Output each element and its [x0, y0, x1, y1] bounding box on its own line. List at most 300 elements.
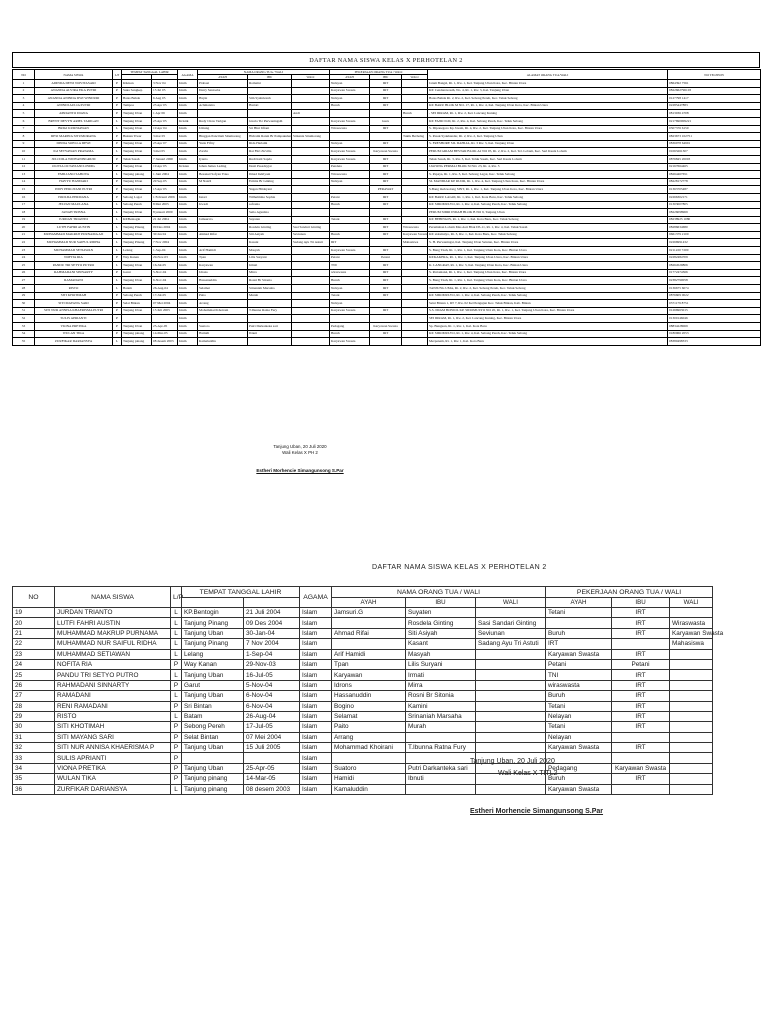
cell-pa: TNI — [330, 262, 370, 270]
cell-pi: IRT — [370, 193, 402, 201]
table-row — [13, 722, 713, 732]
cell-pi: IRT — [370, 163, 402, 171]
col-ayah: AYAH — [198, 75, 248, 80]
cell-tgl: 7 Nov 2004 — [244, 639, 300, 649]
signature-block-2 — [470, 756, 670, 815]
cell-pw — [670, 711, 713, 721]
cell-hp: 02282484709 — [668, 254, 761, 262]
table-row — [13, 133, 761, 141]
cell-pi: IRT — [370, 216, 402, 224]
cell-wali — [476, 701, 546, 711]
cell-hp: 08264467651 — [668, 171, 761, 179]
table-row — [13, 140, 761, 148]
col2-tempat — [182, 598, 244, 608]
table-row — [13, 125, 761, 133]
cell-pi: IRT — [612, 774, 670, 784]
cell-wali — [292, 262, 330, 270]
table-row — [13, 193, 761, 201]
cell-pw — [402, 292, 428, 300]
cell-pw — [670, 784, 713, 794]
cell-hp: 08264529806 — [668, 262, 761, 270]
cell-pi: IRT — [612, 743, 670, 753]
cell-tgl: 23 Apr 05 — [152, 102, 178, 110]
cell-wali — [292, 193, 330, 201]
cell-pi: IRT — [612, 649, 670, 659]
cell-pi: IRT — [370, 307, 402, 315]
table-row — [13, 608, 713, 618]
table-row — [13, 209, 761, 217]
cell-ayah: Arrang — [198, 300, 248, 308]
cell-hp: 08380498333 — [668, 338, 761, 346]
cell-nama: ISRILDA PERMANA — [35, 193, 113, 201]
cell-agama: Islam — [178, 140, 198, 148]
cell-ibu: Rosdela Ginting — [248, 224, 292, 232]
col2-tgl — [244, 598, 300, 608]
cell-pi: IRT — [612, 680, 670, 690]
cell-tempat: Tanjung Uban — [182, 670, 244, 680]
cell-pi: Karyawan Swasta — [370, 148, 402, 156]
cell-tgl: 1-Sep-04 — [244, 649, 300, 659]
col-ttl: TEMPAT TANGGAL LAHIR — [122, 70, 178, 75]
cell-pi: IRT — [370, 95, 402, 103]
cell-lp: P — [113, 140, 122, 148]
cell-pi: Guru — [370, 117, 402, 125]
cell-agama: Islam — [178, 171, 198, 179]
cell-pw — [402, 178, 428, 186]
cell-pw — [402, 285, 428, 293]
cell-agama: Islam — [300, 618, 332, 628]
cell-no: 30 — [13, 722, 55, 732]
cell-tgl: 09 Des 2004 — [244, 618, 300, 628]
cell-nama: RISTO — [35, 285, 113, 293]
cell-tgl: 15 Apr 05 — [152, 186, 178, 194]
cell-tgl: 17-Jul-05 — [244, 722, 300, 732]
cell-no: 32 — [13, 743, 55, 753]
cell-pa: Buruh — [330, 277, 370, 285]
cell-pa: Tetani — [546, 722, 612, 732]
cell-pa — [330, 209, 370, 217]
table-row — [13, 628, 713, 638]
cell-tgl: 16-Jul-05 — [152, 262, 178, 270]
cell-agama: Islam — [178, 95, 198, 103]
cell-agama: Islam — [178, 247, 198, 255]
cell-agama: Islam — [300, 691, 332, 701]
cell-wali — [292, 163, 330, 171]
cell-agama: Islam — [178, 125, 198, 133]
cell-wali: Sasi Sandari Ginting — [292, 224, 330, 232]
cell-ayah: Hassanuddin — [198, 277, 248, 285]
cell-ibu: Srinaniah Marsaha — [248, 285, 292, 293]
cell-lp: P — [113, 163, 122, 171]
col-ibu: IBU — [248, 75, 292, 80]
cell-hp: 0211220 7200 — [668, 247, 761, 255]
cell-agama: Islam — [178, 87, 198, 95]
cell-pi: Petani — [370, 254, 402, 262]
cell-pi: IRT — [370, 247, 402, 255]
cell-no: 15 — [13, 186, 35, 194]
cell-tgl: 19 Apr 04 — [152, 125, 178, 133]
cell-tempat — [182, 753, 244, 763]
cell-wali — [292, 178, 330, 186]
cell-tempat: Tanjung Uban — [122, 323, 152, 331]
cell-nama: DESI MARINA SITUMORANG — [35, 133, 113, 141]
cell-ibu: Kasant — [406, 639, 476, 649]
cell-lp: L — [113, 285, 122, 293]
cell-nama: RAMADANI — [35, 277, 113, 285]
cell-ayah: Tpan — [332, 659, 406, 669]
cell-no: 29 — [13, 711, 55, 721]
cell-tgl: 14-Mar-05 — [152, 330, 178, 338]
cell-tempat: Lelang — [182, 649, 244, 659]
col2-agama: AGAMA — [300, 587, 332, 608]
cell-tempat: Way Kanan — [182, 659, 244, 669]
table-row — [13, 307, 761, 315]
cell-ayah: Jamsuri.G — [332, 608, 406, 618]
cell-wali: Seviunan — [292, 231, 330, 239]
cell-ayah — [198, 110, 248, 118]
cell-pw — [670, 701, 713, 711]
cell-pi — [612, 732, 670, 742]
table-row — [13, 659, 713, 669]
cell-nama: SITI KHOTIMAH — [35, 292, 113, 300]
cell-agama: Islam — [178, 277, 198, 285]
cell-nama: BRYNT DEVYN ARIEL TARIGAN — [35, 117, 113, 125]
cell-wali: Sadang Ayu Tri Astuti — [476, 639, 546, 649]
cell-tempat: Selat Bintan — [122, 300, 152, 308]
cell-pa: Karyawan Swasta — [330, 307, 370, 315]
cell-pa: Pedagang — [546, 763, 612, 773]
cell-ayah: Darry Santoaba — [198, 87, 248, 95]
cell-tgl: 25-Apr-05 — [152, 323, 178, 331]
cell-pa: Petani — [546, 659, 612, 669]
cell-alamat: SL MANDIAR KP RUOR, Rt. 1, Rw. 4, Kel. Tanjung Uban Kota, Kec. Bintan Utara — [428, 178, 668, 186]
cell-pi: IRT — [612, 670, 670, 680]
table-row — [13, 95, 761, 103]
cell-ibu: Setia Agustina — [248, 209, 292, 217]
cell-nama: EMILIANO SABOVA — [35, 171, 113, 179]
cell-agama: Islam — [178, 133, 198, 141]
cell-pa: Nelayan — [330, 300, 370, 308]
table-row — [13, 323, 761, 331]
cell-pi: IRT — [370, 171, 402, 179]
cell-no: 21 — [13, 231, 35, 239]
cell-alamat: K. LANGRAT, Rt. 1, Rw. 3, Kel. Tanjung Uban Kota, Kec. Bintan Utara — [428, 262, 668, 270]
cell-alamat: KP. Cendanawasih, No. 4, Rt. 1, Rw. 3, Kel. Tanjung Uban — [428, 87, 668, 95]
cell-lp: L — [113, 209, 122, 217]
cell-nama: SITI NUR ANNISA KHAERISMA P — [55, 743, 171, 753]
cell-pa — [546, 618, 612, 628]
cell-ayah: Prabasi — [198, 80, 248, 88]
cell-no: 11 — [13, 155, 35, 163]
cell-hp: 0127798 1417 — [668, 95, 761, 103]
cell-lp: P — [113, 186, 122, 194]
cell-tempat: Batam — [182, 711, 244, 721]
cell-agama: Islam — [178, 102, 198, 110]
cell-pa: Nelayan — [546, 711, 612, 721]
table-row — [13, 262, 761, 270]
cell-no: 26 — [13, 269, 35, 277]
cell-agama: Islam — [300, 732, 332, 742]
cell-alamat: KP. BARU BLOK M NO. 17, Rt. 1, Rw. 4, Kel. Tanjung Uban Kota, Kec. Bintan Utara — [428, 102, 668, 110]
col2-ortu: NAMA ORANG TUA / WALI — [332, 587, 546, 598]
cell-ayah: Idrons — [332, 680, 406, 690]
cell-lp: P — [113, 178, 122, 186]
cell-pw: Karyawan Swasta — [670, 628, 713, 638]
cell-agama: Islam — [178, 330, 198, 338]
cell-no: 23 — [13, 247, 35, 255]
cell-agama: Islam — [178, 80, 198, 88]
cell-lp: P — [113, 102, 122, 110]
cell-wali: Sasi Sandari Ginting — [476, 618, 546, 628]
signature-role: Wali Kelas X PH 2 — [282, 450, 318, 455]
cell-pi: IRT — [612, 608, 670, 618]
cell-nama: SITI NUR ANNISA KHAERISMA PUTRI — [35, 307, 113, 315]
cell-pw: Mahasiswa — [670, 639, 713, 649]
cell-tempat: Garut — [122, 269, 152, 277]
cell-hp: 0876845 20003 — [668, 155, 761, 163]
cell-pi: IRT — [370, 330, 402, 338]
cell-ibu: Putri Darkanteka sari — [406, 763, 476, 773]
cell-pa: Buruh — [546, 691, 612, 701]
cell-alamat: KP.KAKERA, Rt. 1, Rw. 1, Kel. Tanjung Uban Utara, Kec. Bintan Utara — [428, 254, 668, 262]
cell-ibu: Hartati — [248, 102, 292, 110]
cell-nama: APRIANTO DIANA — [35, 110, 113, 118]
cell-pw — [670, 649, 713, 659]
cell-lp: P — [171, 722, 182, 732]
cell-alamat: Merpanam, Rt. 1, Rw. 1, Kel. Kota Baru — [428, 338, 668, 346]
cell-nama: JURDAN TRIANTO — [35, 216, 113, 224]
cell-ibu — [248, 110, 292, 118]
table-row — [13, 315, 761, 323]
cell-tgl: 8 Mei 2005 — [152, 201, 178, 209]
cell-lp: L — [171, 711, 182, 721]
table-row — [13, 247, 761, 255]
cell-hp: 0864392 7561 — [668, 80, 761, 88]
cell-pi: IRT — [370, 262, 402, 270]
cell-alamat: KP. SIDOMULYO, Rt. 1, Rw. 4, Kel. Sebong Pereh, Kec. Teluk Sebong — [428, 330, 668, 338]
cell-nama: MUHAMMAD MAKRUP PURNAMA AJI — [35, 231, 113, 239]
cell-tgl: 1 Februari 2006 — [152, 193, 178, 201]
cell-pw: Wiraswasta — [670, 618, 713, 628]
cell-wali — [292, 80, 330, 88]
cell-pw — [670, 680, 713, 690]
cell-no: 34 — [13, 330, 35, 338]
cell-pa: Pendeta — [330, 163, 370, 171]
cell-nama: LUTFI FAHRI AUSTIN — [35, 224, 113, 232]
cell-lp: L — [113, 247, 122, 255]
cell-lp: P — [171, 774, 182, 784]
cell-no: 20 — [13, 618, 55, 628]
cell-wali — [292, 300, 330, 308]
cell-lp: P — [113, 315, 122, 323]
cell-pw — [402, 247, 428, 255]
col2-pek-ibu: IBU — [612, 598, 670, 608]
cell-ibu: Irmati — [248, 262, 292, 270]
cell-wali: Sadang Ayu Tri Astuti — [292, 239, 330, 247]
table-row — [13, 224, 761, 232]
cell-tempat: Tanjung Uban — [122, 277, 152, 285]
cell-pi: PERAWAT — [370, 186, 402, 194]
cell-ibu: Yugen Hiidayant — [248, 186, 292, 194]
cell-tgl: 14-Mar-05 — [244, 774, 300, 784]
cell-nama: JELVAN MAULANA — [35, 201, 113, 209]
col-alamat: ALAMAT ORANG TUA/WALI — [428, 70, 668, 80]
cell-agama: Islam — [178, 209, 198, 217]
cell-agama: Islam — [178, 262, 198, 270]
cell-no: 33 — [13, 323, 35, 331]
col-hp: NO TELEPON — [668, 70, 761, 80]
cell-agama: Islam — [178, 216, 198, 224]
col-pek-wali: WALI — [402, 75, 428, 80]
cell-pw — [402, 300, 428, 308]
table-row — [13, 711, 713, 721]
cell-nama: WULAN TIKA — [55, 774, 171, 784]
cell-pa: Nelayan — [330, 140, 370, 148]
document-page-2 — [0, 560, 768, 860]
cell-tempat: Sebong Pereh — [122, 201, 152, 209]
cell-pi: IRT — [370, 178, 402, 186]
signature-place-date: Tanjung Uban, 20 Juli 2020 — [273, 444, 327, 449]
cell-ayah: Rudy Chaw Tarigan — [198, 117, 248, 125]
cell-ibu: Murah — [248, 292, 292, 300]
cell-pw — [670, 763, 713, 773]
table-row — [13, 670, 713, 680]
cell-wali — [292, 247, 330, 255]
cell-ibu: Sri Hini Irfiani — [248, 125, 292, 133]
cell-tempat: KP.Bentogin — [122, 216, 152, 224]
cell-no: 28 — [13, 701, 55, 711]
cell-tgl: 23 Apr 07 — [152, 140, 178, 148]
cell-nama: DINDA SOELLA DEWI — [35, 140, 113, 148]
cell-no: 8 — [13, 133, 35, 141]
cell-no: 35 — [13, 338, 35, 346]
cell-ibu: Rosni Br Sitonia — [406, 691, 476, 701]
cell-pa: Karyawan Swasta — [330, 247, 370, 255]
table-row — [13, 330, 761, 338]
cell-pw — [402, 330, 428, 338]
cell-wali — [292, 285, 330, 293]
cell-nama: SITI MAYANG SARI — [35, 300, 113, 308]
cell-pa — [330, 186, 370, 194]
cell-pi: IRT — [370, 125, 402, 133]
cell-tempat: Tanjung Uban — [122, 163, 152, 171]
cell-ibu: Desti Pasadayjai — [248, 163, 292, 171]
cell-alamat: KP. SIDOMULYO, Rt. 1, Rw. 4, Kel. Sebong Pereh, Kec. Teluk Sebong — [428, 292, 668, 300]
cell-tempat: Tempoa — [122, 102, 152, 110]
cell-ibu: Masyah — [248, 247, 292, 255]
cell-agama: Islam — [178, 148, 198, 156]
cell-alamat: S. Bang Tnah, Rt. 1, Rw. 1, Kel. Tanjung Uban Kota, Kec. Bintan Utara — [428, 277, 668, 285]
cell-no: 36 — [13, 784, 55, 794]
cell-pa: Pedagang — [330, 323, 370, 331]
page-title-2: DAFTAR NAMA SISWA KELAS X PERHOTELAN 2 — [372, 564, 547, 571]
cell-lp: P — [171, 701, 182, 711]
cell-no: 31 — [13, 732, 55, 742]
cell-wali — [292, 216, 330, 224]
cell-ibu — [406, 753, 476, 763]
cell-tempat: Sri Bintan — [182, 701, 244, 711]
cell-nama: ANINDI AULIA PUTRI — [35, 102, 113, 110]
cell-nama: RISTO — [55, 711, 171, 721]
cell-ayah: Jehan James Lading — [198, 163, 248, 171]
cell-nama: SULIS APRIANTI — [55, 753, 171, 763]
cell-lp: P — [113, 95, 122, 103]
document-page-1 — [0, 52, 768, 472]
cell-no: 28 — [13, 285, 35, 293]
cell-alamat: S. Bang Tnah, Rt. 1, Rw. 1, Kel. Tanjung Uban Kota, Kec. Bintan Utara — [428, 247, 668, 255]
cell-agama: Islam — [300, 774, 332, 784]
cell-ayah: Selamat — [332, 711, 406, 721]
cell-lp: P — [113, 133, 122, 141]
cell-tempat: Tanjung pinang — [122, 338, 152, 346]
cell-ibu: Putri Darkanteka sari — [248, 323, 292, 331]
cell-tempat: Tanjung Uban — [182, 628, 244, 638]
cell-hp: 08228172778 — [668, 178, 761, 186]
cell-wali — [292, 307, 330, 315]
table-row — [13, 618, 713, 628]
cell-agama: Islam — [178, 178, 198, 186]
cell-no: 21 — [13, 628, 55, 638]
cell-wali — [476, 670, 546, 680]
cell-lp: P — [113, 80, 122, 88]
cell-pa: Karyawan Swasta — [330, 155, 370, 163]
cell-ibu — [248, 87, 292, 95]
cell-pa: Karyawan Swasta — [330, 338, 370, 346]
cell-tgl: 1-Sep-04 — [152, 247, 178, 255]
cell-pw — [670, 774, 713, 784]
cell-pi — [370, 300, 402, 308]
cell-ayah: Selamat — [198, 285, 248, 293]
cell-lp: P — [113, 307, 122, 315]
signature-name: Estheri Morhencie Simangunsong S.Par — [256, 468, 344, 473]
cell-tgl: 3 mar 05 — [152, 133, 178, 141]
cell-tgl: 5-Nov-04 — [244, 680, 300, 690]
cell-hp: 0180966 2053 — [668, 330, 761, 338]
cell-pi: IRT — [370, 224, 402, 232]
col2-wali: WALI — [476, 598, 546, 608]
cell-tempat: Kikisan — [122, 80, 152, 88]
cell-ibu: Siti Asiyah — [248, 231, 292, 239]
cell-alamat: S.S. IMAM BONJOL KP. SIDOMULYO NO 20, Rt. 1, Rw. 1, Kel. Tanjung Uban Kota, Kec. Bintan Utara — [428, 307, 668, 315]
col2-ttl: TEMPAT TANGGAL LAHIR — [182, 587, 300, 598]
cell-nama: RENI RAMADANI — [55, 701, 171, 711]
cell-wali — [292, 87, 330, 95]
table-row — [13, 691, 713, 701]
col-wali: WALI — [292, 75, 330, 80]
cell-no: 9 — [13, 140, 35, 148]
cell-tgl: 07 Mei 2004 — [244, 732, 300, 742]
col2-pek-ayah: AYAH — [546, 598, 612, 608]
cell-hp: 0823673 102751 — [668, 133, 761, 141]
cell-tempat: Tanjung Pinang — [182, 618, 244, 628]
cell-pw: Mahasiswa — [402, 239, 428, 247]
cell-tgl: 15 Jul 05 — [152, 87, 178, 95]
cell-alamat: S. Diponegoro Kp Jawah, Rt. 4, Rw. 2, Kel. Tanjung Uban Kota, Kec. Bintan Utara — [428, 125, 668, 133]
cell-no: 23 — [13, 649, 55, 659]
cell-nama: LUTFI FAHRI AUSTIN — [55, 618, 171, 628]
cell-pw: Karyawan Swasta — [402, 231, 428, 239]
cell-pw — [402, 125, 428, 133]
cell-no: 22 — [13, 639, 55, 649]
cell-ayah: Bogino — [332, 701, 406, 711]
cell-tgl: 30 Jan 04 — [152, 231, 178, 239]
cell-ayah: Binggan Pancilam Situmorang — [198, 133, 248, 141]
cell-tempat: Tanjung Uban — [122, 178, 152, 186]
cell-tempat: Sebong Lagoi — [122, 193, 152, 201]
col2-lp: L/P — [171, 587, 182, 608]
cell-pa: Petani — [330, 193, 370, 201]
col2-ayah: AYAH — [332, 598, 406, 608]
